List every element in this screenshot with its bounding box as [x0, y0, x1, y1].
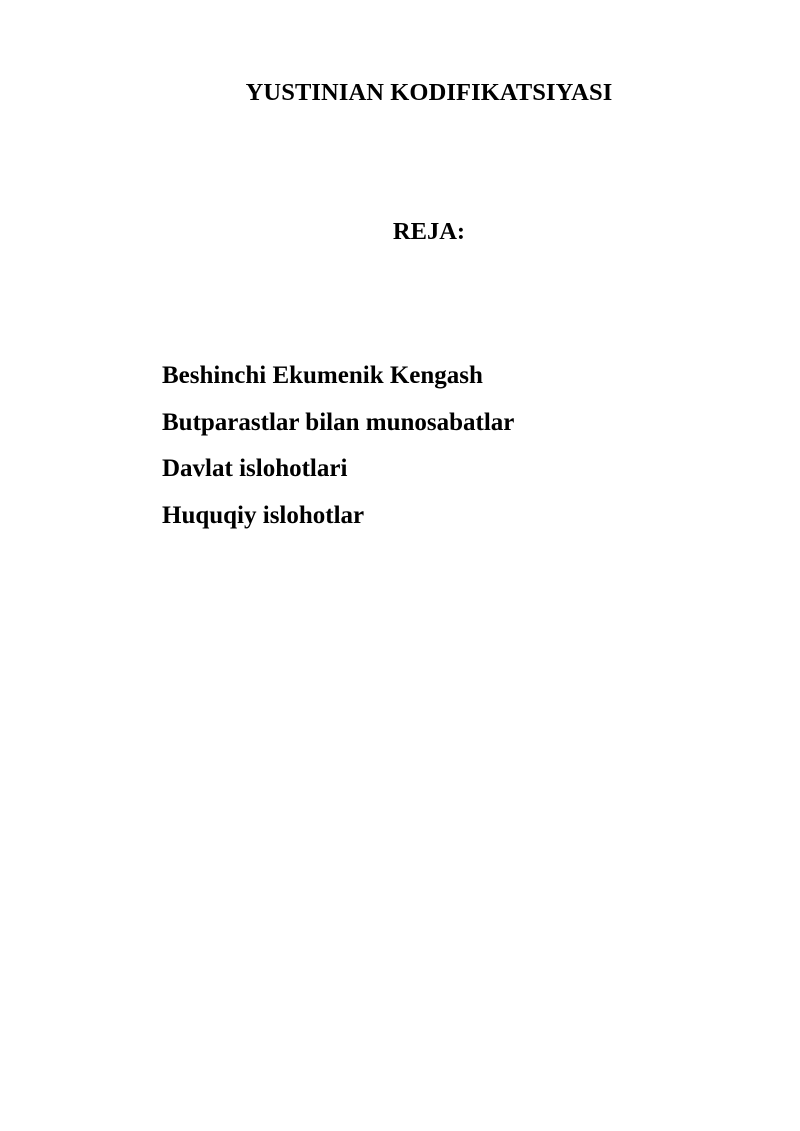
plan-heading: REJA: — [392, 218, 466, 245]
plan-list — [162, 353, 514, 539]
plan-item-pagan-relations: Butparastlar bilan munosabatlar — [162, 408, 515, 436]
plan-item-legal-reforms: Huquqiy islohotlar — [162, 501, 365, 529]
document-title: YUSTINIAN KODIFIKATSIYASI — [245, 79, 613, 106]
plan-item-state-reforms: Davlat islohotlari — [162, 455, 348, 482]
plan-item-ecumenical-council: Beshinchi Ekumenik Kengash — [162, 362, 483, 389]
